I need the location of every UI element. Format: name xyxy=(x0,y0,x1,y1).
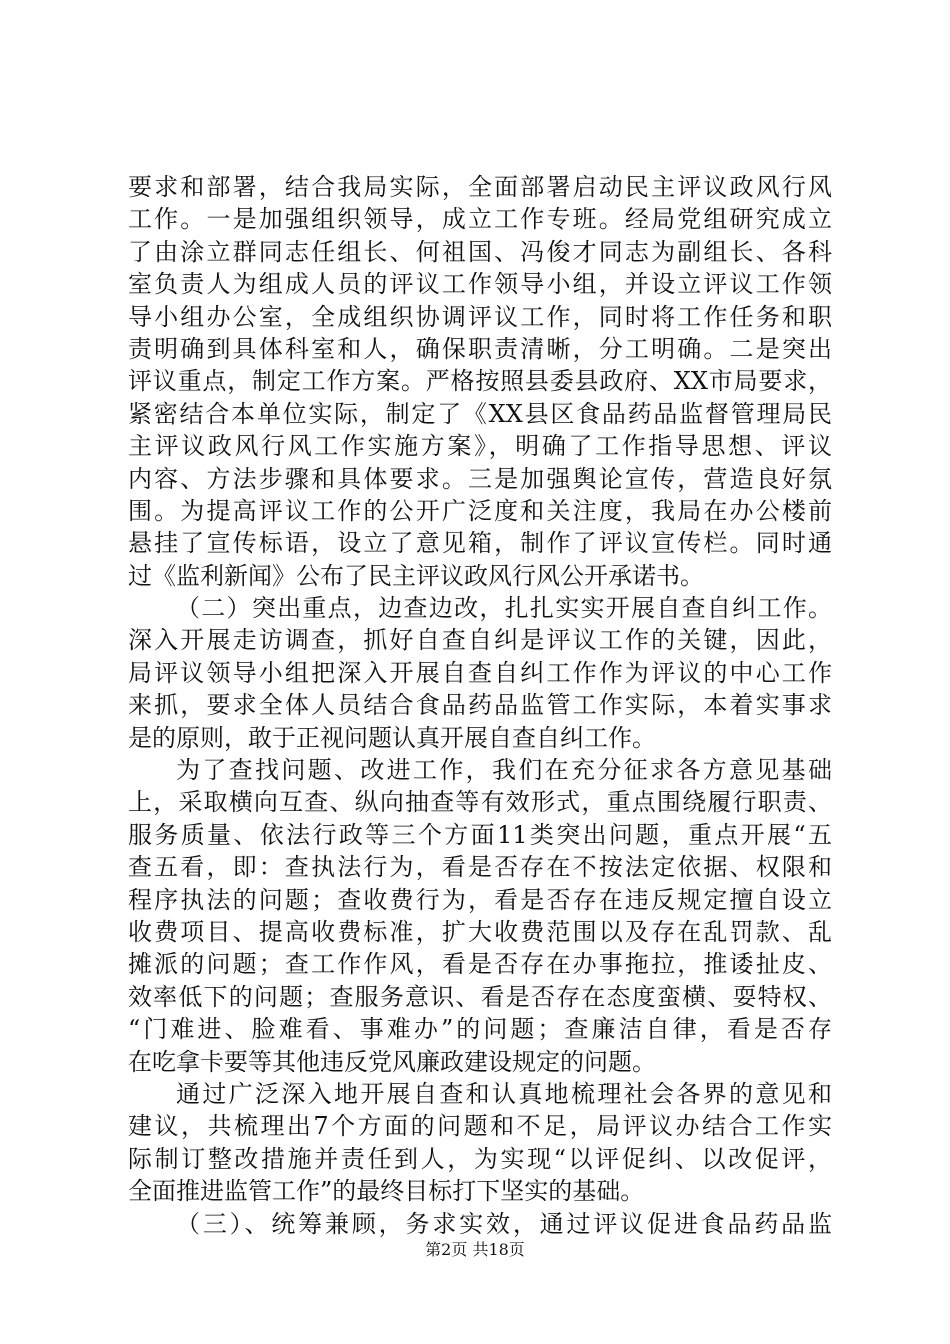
paragraph-start: 为了查找问题、改进工作，我们在充分征求各方意见基础 xyxy=(176,756,832,785)
text-line: 评议重点，制定工作方案。严格按照县委县政府、XX市局要求， xyxy=(128,367,832,396)
section-heading-3: （三）、统筹兼顾，务求实效，通过评议促进食品药品监 xyxy=(176,1209,832,1238)
text-line: 服务质量、依法行政等三个方面11类突出问题，重点开展“五 xyxy=(128,820,832,849)
page-number-footer: 第2页 共18页 xyxy=(425,1240,525,1259)
text-line: 效率低下的问题；查服务意识、看是否存在态度蛮横、耍特权、 xyxy=(128,982,832,1011)
text-line: 悬挂了宣传标语，设立了意见箱，制作了评议宣传栏。同时通 xyxy=(128,529,832,558)
text-line: 主评议政风行风工作实施方案》，明确了工作指导思想、评议 xyxy=(128,432,832,461)
text-line: “门难进、脸难看、事难办”的问题；查廉洁自律，看是否存 xyxy=(128,1015,832,1044)
text-line: 要求和部署，结合我局实际，全面部署启动民主评议政风行风 xyxy=(128,173,832,201)
text-line: 在吃拿卡要等其他违反党风廉政建设规定的问题。 xyxy=(128,1047,656,1076)
text-line: 摊派的问题；查工作作风，看是否存在办事拖拉，推诿扯皮、 xyxy=(128,950,832,979)
text-line: 深入开展走访调查，抓好自查自纠是评议工作的关键，因此， xyxy=(128,626,832,655)
text-line: 上，采取横向互查、纵向抽查等有效形式，重点围绕履行职责、 xyxy=(128,788,832,817)
text-line: 过《监利新闻》公布了民主评议政风行风公开承诺书。 xyxy=(128,561,704,590)
document-body xyxy=(128,171,832,1240)
text-line: 来抓，要求全体人员结合食品药品监管工作实际，本着实事求 xyxy=(128,691,832,720)
text-line: 责明确到具体科室和人，确保职责清晰，分工明确。二是突出 xyxy=(128,334,832,363)
text-line: 查五看，即：查执法行为，看是否存在不按法定依据、权限和 xyxy=(128,853,832,882)
section-heading-2: （二）突出重点，边查边改，扎扎实实开展自查自纠工作。 xyxy=(176,594,832,623)
text-line: 收费项目、提高收费标准，扩大收费范围以及存在乱罚款、乱 xyxy=(128,917,832,946)
text-line: 了由涂立群同志任组长、何祖国、冯俊才同志为副组长、各科 xyxy=(128,237,832,266)
text-line: 是的原则，敢于正视问题认真开展自查自纠工作。 xyxy=(128,723,656,752)
text-line: 建议，共梳理出7个方面的问题和不足，局评议办结合工作实 xyxy=(128,1112,832,1141)
text-line: 内容、方法步骤和具体要求。三是加强舆论宣传，营造良好氛 xyxy=(128,464,832,493)
paragraph-start: 通过广泛深入地开展自查和认真地梳理社会各界的意见和 xyxy=(176,1079,832,1108)
text-line: 局评议领导小组把深入开展自查自纠工作作为评议的中心工作 xyxy=(128,658,832,687)
text-line: 围。为提高评议工作的公开广泛度和关注度，我局在办公楼前 xyxy=(128,496,832,525)
text-line: 全面推进监管工作”的最终目标打下坚实的基础。 xyxy=(128,1177,645,1206)
text-line: 程序执法的问题；查收费行为，看是否存在违反规定擅自设立 xyxy=(128,885,832,914)
text-line: 工作。一是加强组织领导，成立工作专班。经局党组研究成立 xyxy=(128,205,832,234)
text-line: 际制订整改措施并责任到人，为实现“以评促纠、以改促评， xyxy=(128,1144,832,1173)
text-line: 导小组办公室，全成组织协调评议工作，同时将工作任务和职 xyxy=(128,302,832,331)
text-line: 紧密结合本单位实际，制定了《XX县区食品药品监督管理局民 xyxy=(128,399,832,428)
text-line: 室负责人为组成人员的评议工作领导小组，并设立评议工作领 xyxy=(128,270,832,299)
